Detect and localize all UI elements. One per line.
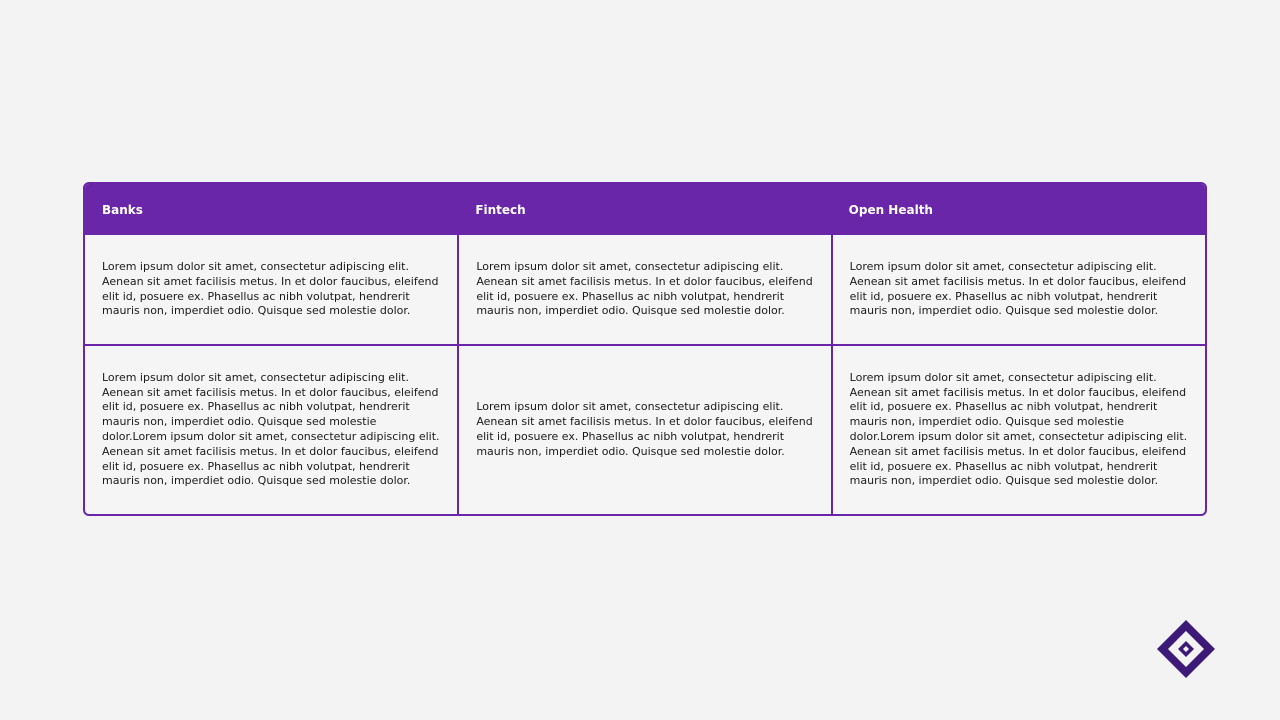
column-header-banks: Banks <box>102 202 143 217</box>
table-cell <box>85 235 458 345</box>
comparison-table <box>83 182 1207 516</box>
table-row <box>85 235 1205 345</box>
logo-graphic <box>1156 619 1216 679</box>
cell-text: Lorem ipsum dolor sit amet, consectetur adipiscing elit. Aenean sit amet facilisis metus. In et dolor faucibus, eleifend elit id, posuere ex. Phasellus ac nibh volutpat, hendrerit mauris non, imperdiet odio. Quisque sed molestie dolor.Lorem ipsum dolor sit amet, consectetur adipiscing elit. Aenean sit amet facilisis metus. In et dolor faucibus, eleifend elit id, posuere ex. Phasellus ac nibh volutpat, hendrerit mauris non, imperdiet odio. Quisque sed molestie dolor. <box>102 370 440 488</box>
diamond-logo-icon <box>1156 619 1216 679</box>
table-cell <box>832 235 1205 345</box>
column-header-fintech: Fintech <box>475 202 526 217</box>
cell-text: Lorem ipsum dolor sit amet, consectetur adipiscing elit. Aenean sit amet facilisis metus. In et dolor faucibus, eleifend elit id, posuere ex. Phasellus ac nibh volutpat, hendrerit mauris non, imperdiet odio. Quisque sed molestie dolor. <box>476 400 813 458</box>
table-header <box>85 184 1205 235</box>
column-header-open-health: Open Health <box>848 202 933 217</box>
table-grid <box>85 184 1205 514</box>
table-cell <box>458 345 831 514</box>
cell-text: Lorem ipsum dolor sit amet, consectetur adipiscing elit. Aenean sit amet facilisis metus. In et dolor faucibus, eleifend elit id, posuere ex. Phasellus ac nibh volutpat, hendrerit mauris non, imperdiet odio. Quisque sed molestie dolor.Lorem ipsum dolor sit amet, consectetur adipiscing elit. Aenean sit amet facilisis metus. In et dolor faucibus, eleifend elit id, posuere ex. Phasellus ac nibh volutpat, hendrerit mauris non, imperdiet odio. Quisque sed molestie dolor. <box>849 370 1188 488</box>
header-row <box>85 184 1205 235</box>
table-body <box>85 235 1205 514</box>
cell-text: Lorem ipsum dolor sit amet, consectetur adipiscing elit. Aenean sit amet facilisis metus. In et dolor faucibus, eleifend elit id, posuere ex. Phasellus ac nibh volutpat, hendrerit mauris non, imperdiet odio. Quisque sed molestie dolor. <box>849 259 1187 318</box>
table-cell <box>85 345 458 514</box>
table-cell <box>458 235 831 345</box>
table-row <box>85 345 1205 514</box>
table-cell <box>832 345 1205 514</box>
cell-text: Lorem ipsum dolor sit amet, consectetur adipiscing elit. Aenean sit amet facilisis metus. In et dolor faucibus, eleifend elit id, posuere ex. Phasellus ac nibh volutpat, hendrerit mauris non, imperdiet odio. Quisque sed molestie dolor. <box>476 259 813 318</box>
cell-text: Lorem ipsum dolor sit amet, consectetur adipiscing elit. Aenean sit amet facilisis metus. In et dolor faucibus, eleifend elit id, posuere ex. Phasellus ac nibh volutpat, hendrerit mauris non, imperdiet odio. Quisque sed molestie dolor. <box>102 259 439 318</box>
logo-outer-ring <box>1157 620 1215 678</box>
